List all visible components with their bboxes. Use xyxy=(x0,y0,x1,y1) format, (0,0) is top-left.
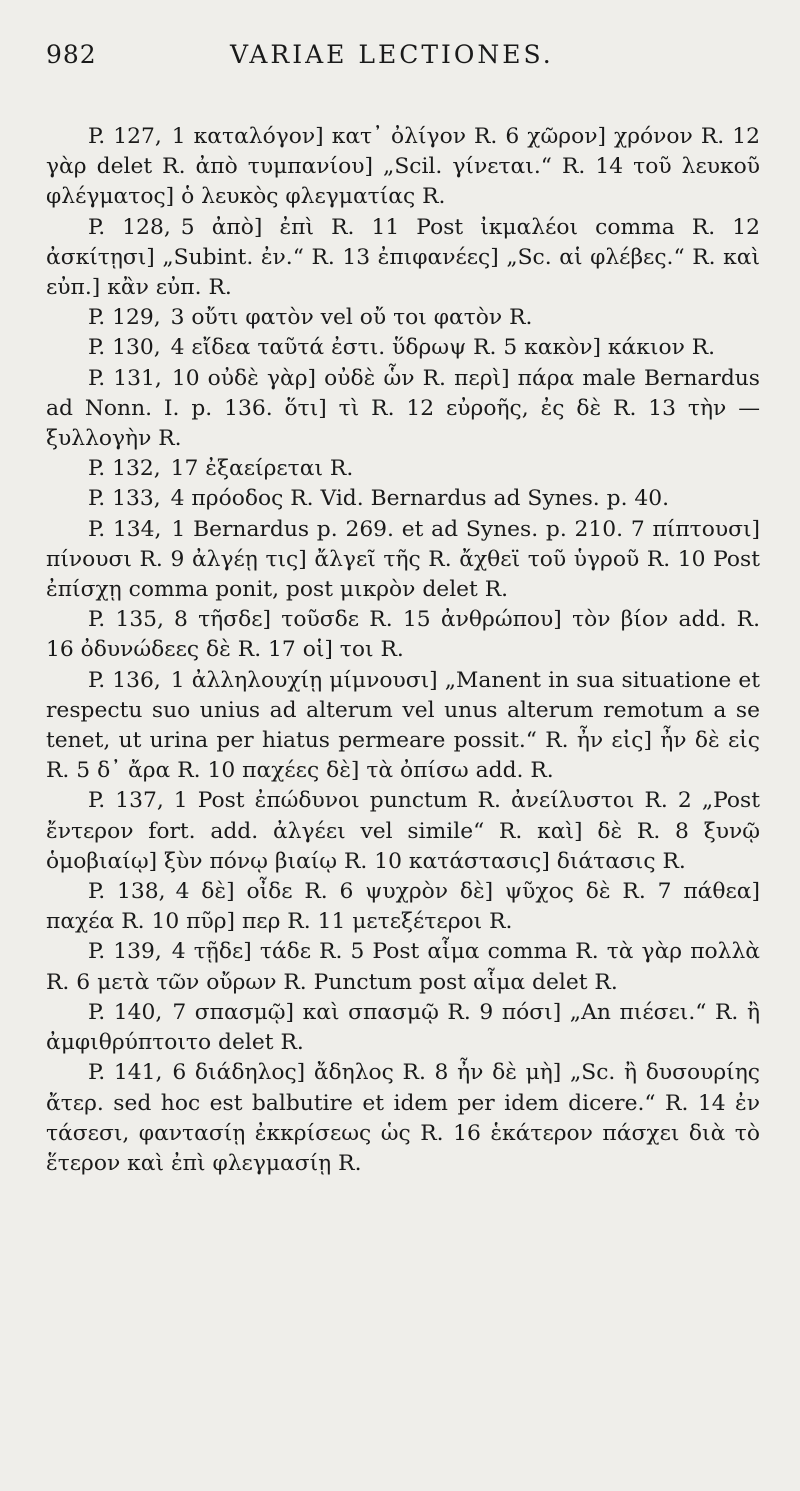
entry-text: 1 Bernardus p. 269. et ad Synes. p. 210. 7 πίπτουσι] πίνουσι R. 9 ἀλγέῃ τις] ἄλγεῖ τῆς R. ἄχθεϊ τοῦ ὑγροῦ R. 10 Post ἐπίσχῃ comma ponit, post μικρὸν delet R. xyxy=(46,516,760,603)
entry-text: 5 ἀπὸ] ἐπὶ R. 11 Post ἰκμαλέοι comma R. 12 ἀσκίτῃσι] „Subint. ἐν.“ R. 13 ἐπιφανέες] „Sc. αἱ φλέβες.“ R. καὶ εὐπ.] κἂν εὐπ. R. xyxy=(46,214,760,301)
entry-ref: P. 141, xyxy=(88,1060,163,1086)
entry-p130 xyxy=(46,333,760,363)
entry-p135 xyxy=(46,605,760,665)
entry-p138 xyxy=(46,877,760,937)
entry-text: 7 σπασμῷ] καὶ σπασμῷ R. 9 πόσι] „An πιέσει.“ R. ἢ ἀμφιθρύπτοιτο delet R. xyxy=(46,999,761,1056)
entry-ref: P. 139, xyxy=(88,939,162,965)
variant-readings-list xyxy=(46,122,760,1179)
entry-text: 8 τῆσδε] τοῦσδε R. 15 ἀνθρώπου] τὸν βίον add. R. 16 ὀδυνώδεες δὲ R. 17 οἱ] τοι R. xyxy=(46,607,760,663)
entry-p132 xyxy=(46,454,760,484)
entry-text: 3 οὔτι φατὸν vel οὔ τοι φατὸν R. xyxy=(170,305,533,331)
entry-ref: P. 140, xyxy=(88,999,163,1025)
entry-ref: P. 129, xyxy=(88,305,161,331)
entry-p127 xyxy=(46,122,760,213)
entry-ref: P. 130, xyxy=(88,335,161,361)
entry-p134 xyxy=(46,515,760,606)
entry-ref: P. 135, xyxy=(88,607,164,633)
running-head: VARIAE LECTIONES. xyxy=(230,40,554,69)
entry-text: 1 ἀλληλουχίῃ μίμνουσι] „Manent in sua situatione et respectu suo unius ad alterum vel unus alterum remotum a se tenet, ut urina per hiatus permeare possit.“ R. ἦν εἰς] ἦν δὲ εἰς R. 5 δ᾽ ἄρα R. 10 παχέες δὲ] τὰ ὀπίσω add. R. xyxy=(46,667,760,784)
entry-ref: P. 128, xyxy=(88,214,171,240)
entry-ref: P. 132, xyxy=(88,456,161,482)
entry-ref: P. 133, xyxy=(88,486,161,512)
entry-text: 6 διάδηλος] ἄδηλος R. 8 ἦν δὲ μὴ] „Sc. ἢ δυσουρίης ἄτερ. sed hoc est balbutire et idem per idem dicere.“ R. 14 ἐν τάσεσι, φαντασίῃ ἐκκρίσεως ὡς R. 16 ἑκάτερον πάσχει διὰ τὸ ἕτερον καὶ ἐπὶ φλεγμασίῃ R. xyxy=(46,1060,760,1176)
entry-p131 xyxy=(46,364,760,455)
entry-p137 xyxy=(46,786,760,877)
entry-p136 xyxy=(46,666,760,787)
entry-text: 4 εἴδεα ταῦτά ἐστι. ὕδρωψ R. 5 κακὸν] κάκιον R. xyxy=(170,335,716,361)
entry-ref: P. 137, xyxy=(88,788,164,814)
page-header xyxy=(46,32,760,82)
entry-p129 xyxy=(46,303,760,333)
entry-text: 10 οὐδὲ γὰρ] οὐδὲ ὧν R. περὶ] πάρα male Bernardus ad Nonn. I. p. 136. ὅτι] τὶ R. 12 εὐροῆς, ἐς δὲ R. 13 τὴν — ξυλλογὴν R. xyxy=(46,365,760,452)
entry-p133 xyxy=(46,484,760,514)
entry-text: 17 ἐξαείρεται R. xyxy=(170,456,354,482)
entry-p128 xyxy=(46,213,760,304)
entry-p141 xyxy=(46,1058,760,1179)
entry-text: 4 πρόοδος R. Vid. Bernardus ad Synes. p. 40. xyxy=(170,486,670,512)
entry-text: 1 Post ἐπώδυνοι punctum R. ἀνείλυστοι R. 2 „Post ἔντερον fort. add. ἀλγέει vel simile“ R. καὶ] δὲ R. 8 ξυνῷ ὁμοβιαίῳ] ξὺν πόνῳ βιαίῳ R. 10 κατάστασις] διάτασις R. xyxy=(46,788,760,874)
entry-p140 xyxy=(46,998,760,1058)
entry-ref: P. 127, xyxy=(88,124,162,149)
entry-ref: P. 131, xyxy=(88,365,162,391)
entry-ref: P. 138, xyxy=(88,879,166,905)
entry-ref: P. 134, xyxy=(88,516,162,542)
entry-p139 xyxy=(46,937,760,997)
page-number: 982 xyxy=(46,40,97,69)
entry-text: 4 δὲ] οἶδε R. 6 ψυχρὸν δὲ] ψῦχος δὲ R. 7 πάθεα] παχέα R. 10 πῦρ] περ R. 11 μετεξέτεροι R. xyxy=(46,879,760,935)
entry-text: 4 τῇδε] τάδε R. 5 Post αἷμα comma R. τὰ γὰρ πολλὰ R. 6 μετὰ τῶν οὔρων R. Punctum post αἷμα delet R. xyxy=(46,939,760,995)
entry-text: 1 καταλόγον] κατ᾽ ὀλίγον R. 6 χῶρον] χρόνον R. 12 γὰρ delet R. ἀπὸ τυμπανίου] „Scil. γίνεται.“ R. 14 τοῦ λευκοῦ φλέγματος] ὁ λευκὸς φλεγματίας R. xyxy=(46,124,760,210)
entry-ref: P. 136, xyxy=(88,667,161,693)
